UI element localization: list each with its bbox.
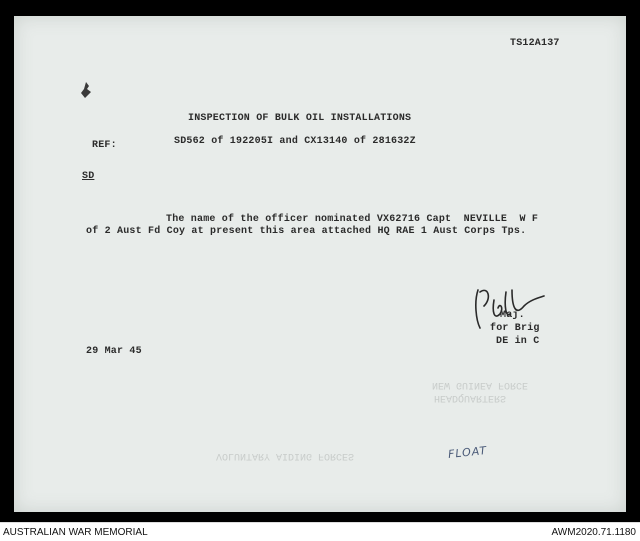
punch-hole-mark — [80, 80, 94, 100]
addressee: SD — [82, 171, 95, 182]
handwritten-note: FLOAT — [447, 443, 488, 462]
footer-institution: AUSTRALIAN WAR MEMORIAL — [3, 527, 148, 538]
reference-number: TS12A137 — [510, 38, 560, 49]
signoff-rank: Maj. — [500, 310, 525, 321]
document-title: INSPECTION OF BULK OIL INSTALLATIONS — [188, 113, 412, 124]
body-line-2: of 2 Aust Fd Coy at present this area attached HQ RAE 1 Aust Corps Tps. — [86, 226, 527, 237]
document-page — [14, 16, 626, 512]
document-date: 29 Mar 45 — [86, 346, 142, 357]
bleed-through-text-2: HEADQUARTERS — [434, 392, 507, 403]
body-line-1: The name of the officer nominated VX62716 Capt NEVILLE W F — [166, 214, 539, 225]
footer-accession-number: AWM2020.71.1180 — [551, 527, 636, 538]
bleed-through-text-1: NEW GUINEA FORCE — [432, 379, 529, 390]
bleed-through-text-3: VOLUNTARY AIDING FORCES — [216, 450, 355, 461]
ref-text: SD562 of 192205I and CX13140 of 281632Z — [174, 136, 416, 147]
ref-label: REF: — [92, 140, 117, 151]
archive-footer — [0, 522, 640, 541]
signoff-office: DE in C — [496, 336, 540, 347]
signoff-for: for Brig — [490, 323, 540, 334]
